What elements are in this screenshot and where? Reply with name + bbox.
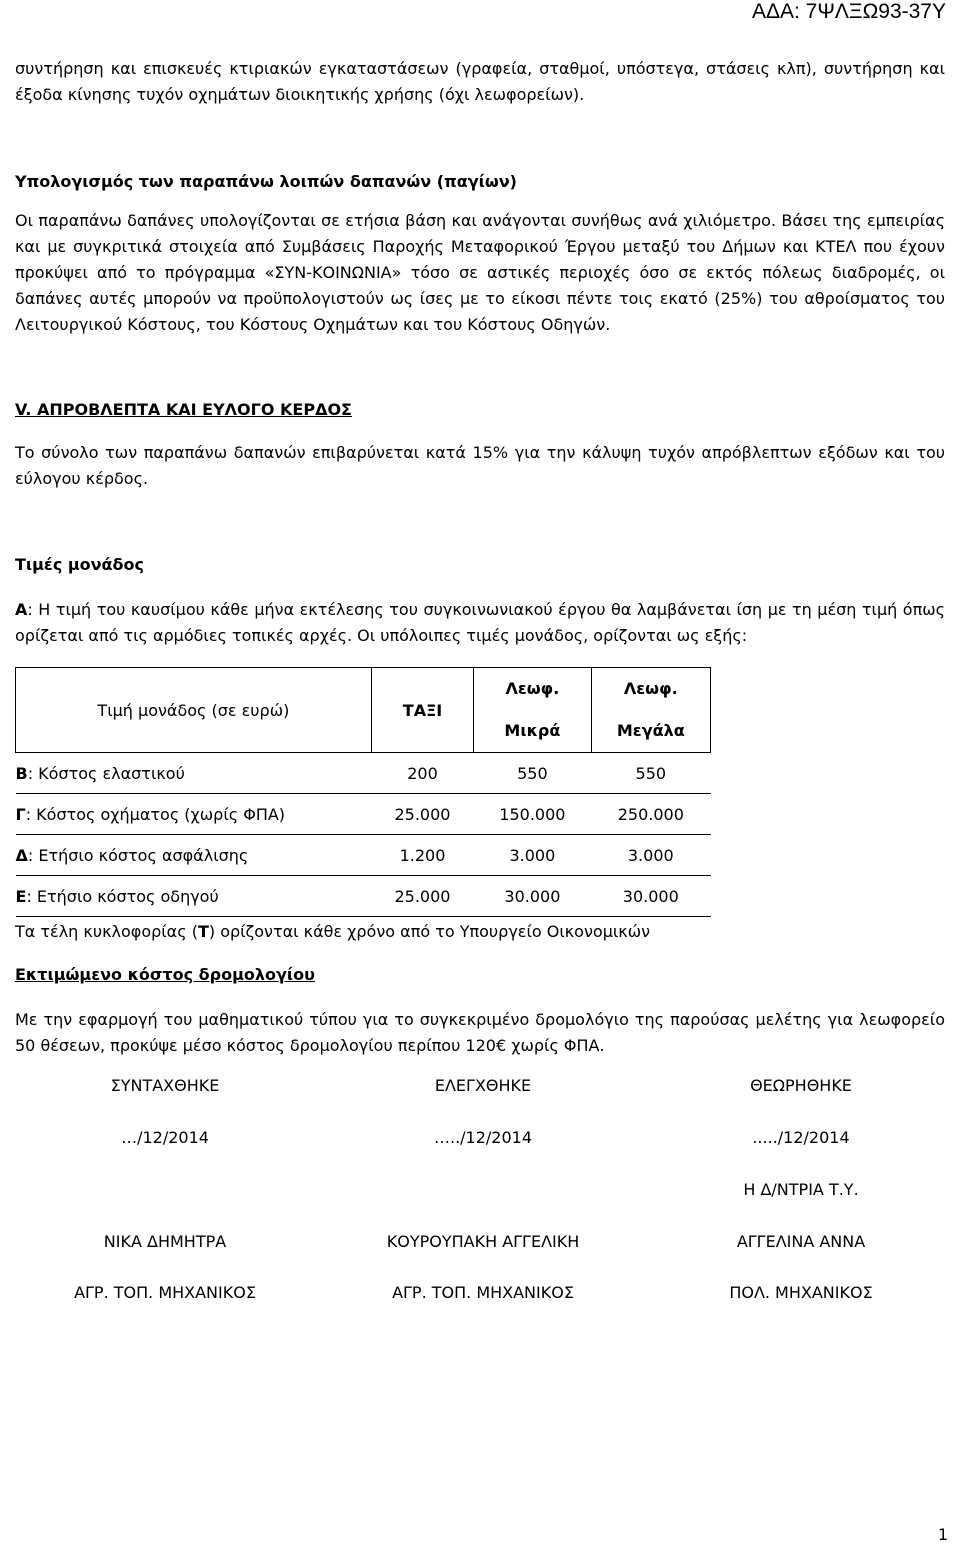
header-bus-big-line2: Μεγάλα bbox=[616, 721, 685, 740]
row-label bbox=[16, 794, 372, 835]
sig-date-checked: …../12/2014 bbox=[433, 1128, 533, 1147]
section-v-paragraph: Το σύνολο των παραπάνω δαπανών επιβαρύνεται κατά 15% για την κάλυψη τυχόν απρόβλεπτων εξόδων και του εύλογου κέρδος. bbox=[15, 443, 945, 488]
row-label-text: : Ετήσιο κόστος οδηγού bbox=[26, 886, 219, 906]
estimate-section bbox=[15, 962, 945, 988]
row-letter: Δ bbox=[15, 845, 28, 865]
row-label-text: : Κόστος οχήματος (χωρίς ΦΠΑ) bbox=[25, 804, 286, 824]
intro-paragraph: συντήρηση και επισκευές κτιριακών εγκαταστάσεων (γραφεία, σταθμοί, υπόστεγα, στάσεις κλπ), συντήρηση και έξοδα κίνησης τυχόν οχημάτων διοικητικής χρήσης (όχι λεωφορείων). bbox=[15, 59, 945, 104]
unit-prices-paragraph bbox=[15, 597, 945, 649]
sig-title-approved: ΘΕΩΡΗΘΗΚΕ bbox=[750, 1076, 852, 1095]
estimate-heading: Εκτιμώμενο κόστος δρομολογίου bbox=[15, 965, 315, 984]
section-v bbox=[15, 397, 945, 423]
table-row bbox=[16, 794, 711, 835]
cell-small: 3.000 bbox=[474, 835, 591, 876]
unit-prices-body bbox=[15, 597, 945, 649]
table-row bbox=[16, 753, 711, 794]
section-v-body bbox=[15, 440, 945, 492]
ada-code: ΑΔΑ: 7ΨΛΞΩ93-37Υ bbox=[751, 0, 946, 23]
calc-section bbox=[15, 169, 945, 195]
header-bus-small-line1: Λεωφ. bbox=[505, 679, 560, 698]
signature-roles-row bbox=[0, 1283, 960, 1305]
header-bus-big-line1: Λεωφ. bbox=[623, 679, 678, 698]
cell-big: 30.000 bbox=[591, 876, 710, 917]
cell-taxi: 25.000 bbox=[371, 876, 473, 917]
director-title: Η Δ/ΝΤΡΙΑ Τ.Υ. bbox=[743, 1180, 859, 1199]
section-v-heading: V. ΑΠΡΟΒΛΕΠΤΑ ΚΑΙ ΕΥΛΟΓΟ ΚΕΡΔΟΣ bbox=[15, 400, 352, 419]
cell-big: 3.000 bbox=[591, 835, 710, 876]
calc-body bbox=[15, 208, 945, 338]
unit-prices-text: : Η τιμή του καυσίμου κάθε μήνα εκτέλεσης του συγκοινωνιακού έργου θα λαμβάνεται ίση με τη μέση τιμή όπως ορίζεται από τις αρμόδιες τοπικές αρχές. Οι υπόλοιπες τιμές μονάδος, ορίζονται ως εξής: bbox=[15, 600, 945, 645]
signature-names-row bbox=[0, 1232, 960, 1254]
row-letter: Ε bbox=[15, 886, 27, 906]
cell-small: 550 bbox=[474, 753, 591, 794]
row-letter: Β bbox=[15, 763, 28, 783]
tax-note-paragraph bbox=[15, 919, 945, 945]
estimate-paragraph: Με την εφαρμογή του μαθηματικού τύπου για το συγκεκριμένο δρομολόγιο της παρούσας μελέτης για λεωφορείο 50 θέσεων, προκύψε μέσο κόστος δρομολογίου περίπου 120€ χωρίς ΦΠΑ. bbox=[15, 1010, 945, 1055]
row-label bbox=[16, 753, 372, 794]
row-letter: Γ bbox=[15, 804, 26, 824]
header-bus-small-line2: Μικρά bbox=[504, 721, 561, 740]
row-label-text: : Ετήσιο κόστος ασφάλισης bbox=[27, 845, 249, 865]
tax-note-after: ) ορίζονται κάθε χρόνο από το Υπουργείο Οικονομικών bbox=[208, 922, 651, 941]
intro-section bbox=[15, 56, 945, 108]
page-number: 1 bbox=[937, 1525, 948, 1544]
table-row bbox=[16, 876, 711, 917]
tax-note bbox=[15, 919, 945, 945]
header-bus-big bbox=[591, 668, 710, 753]
sig-date-approved: ...../12/2014 bbox=[752, 1128, 850, 1147]
sig-name-2: ΚΟΥΡΟΥΠΑΚΗ ΑΓΓΕΛΙΚΗ bbox=[386, 1232, 580, 1251]
sig-title-checked: ΕΛΕΓΧΘΗΚΕ bbox=[434, 1076, 532, 1095]
director-row bbox=[0, 1180, 960, 1202]
signature-dates-row bbox=[0, 1128, 960, 1150]
unit-prices-heading: Τιμές μονάδος bbox=[15, 555, 145, 574]
table-row bbox=[16, 835, 711, 876]
header-taxi: ΤΑΞΙ bbox=[371, 668, 473, 753]
cell-small: 150.000 bbox=[474, 794, 591, 835]
cell-taxi: 1.200 bbox=[371, 835, 473, 876]
cell-big: 250.000 bbox=[591, 794, 710, 835]
sig-date-compiled: …/12/2014 bbox=[121, 1128, 209, 1147]
row-label bbox=[16, 876, 372, 917]
calc-paragraph: Οι παραπάνω δαπάνες υπολογίζονται σε ετήσια βάση και ανάγονται συνήθως ανά χιλιόμετρο. Βάσει της εμπειρίας και με συγκριτικά στοιχεία από Συμβάσεις Παροχής Μεταφορικού Έργου μεταξύ του Δήμων και ΚΤΕΛ που έχουν προκύψει από το πρόγραμμα «ΣΥΝ-ΚΟΙΝΩΝΙΑ» τόσο σε αστικές περιοχές όσο σε εκτός πόλεως διαδρομές, οι δαπάνες αυτές μπορούν να προϋπολογιστούν ως ίσες με το είκοσι πέντε τοις εκατό (25%) του αθροίσματος του Λειτουργικού Κόστους, του Κόστους Οχημάτων και του Κόστους Οδηγών. bbox=[15, 211, 945, 334]
sig-name-3: ΑΓΓΕΛΙΝΑ ΑΝΝΑ bbox=[736, 1232, 866, 1251]
sig-name-1: ΝΙΚΑ ΔΗΜΗΤΡΑ bbox=[103, 1232, 227, 1251]
sig-role-3: ΠΟΛ. ΜΗΧΑΝΙΚΟΣ bbox=[729, 1283, 873, 1302]
unit-prices-section bbox=[15, 552, 945, 578]
cell-taxi: 25.000 bbox=[371, 794, 473, 835]
calc-heading: Υπολογισμός των παραπάνω λοιπών δαπανών (παγίων) bbox=[15, 172, 517, 191]
sig-role-1: ΑΓΡ. ΤΟΠ. ΜΗΧΑΝΙΚΟΣ bbox=[74, 1283, 256, 1302]
row-label-text: : Κόστος ελαστικού bbox=[27, 763, 185, 783]
signature-titles-row bbox=[0, 1076, 960, 1098]
row-label bbox=[16, 835, 372, 876]
cell-taxi: 200 bbox=[371, 753, 473, 794]
tax-note-letter: Τ bbox=[197, 922, 209, 941]
header-label: Τιμή μονάδος (σε ευρώ) bbox=[16, 668, 372, 753]
cell-small: 30.000 bbox=[474, 876, 591, 917]
cell-big: 550 bbox=[591, 753, 710, 794]
sig-role-2: ΑΓΡ. ΤΟΠ. ΜΗΧΑΝΙΚΟΣ bbox=[392, 1283, 574, 1302]
letter-a: Α bbox=[15, 600, 28, 619]
unit-price-table bbox=[15, 667, 711, 917]
tax-note-before: Τα τέλη κυκλοφορίας ( bbox=[15, 922, 198, 941]
sig-title-compiled: ΣΥΝΤΑΧΘΗΚΕ bbox=[110, 1076, 220, 1095]
estimate-body bbox=[15, 1007, 945, 1059]
table-header-row bbox=[16, 668, 711, 753]
header-bus-small bbox=[474, 668, 591, 753]
